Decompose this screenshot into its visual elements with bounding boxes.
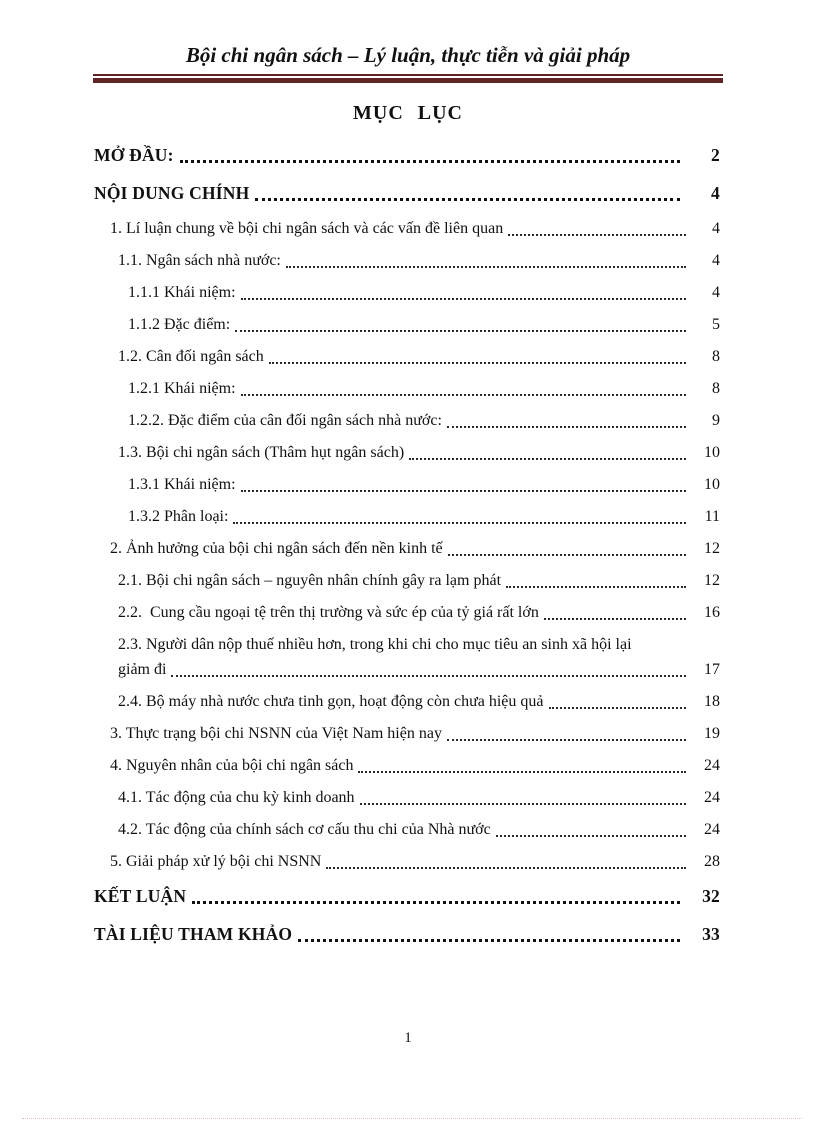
toc-page-number: 33 [702, 924, 720, 944]
toc-entry-text: 1.1.2 Đặc điểm: [128, 316, 231, 333]
toc-page-number: 19 [704, 725, 720, 742]
toc-entry-text: 2. Ảnh hưởng của bội chi ngân sách đến nền kinh tế [110, 540, 443, 557]
toc-entry [94, 539, 720, 559]
toc-page-number: 4 [712, 252, 720, 269]
toc-dot-leader [286, 266, 686, 268]
toc-entry-text: 4. Nguyên nhân của bội chi ngân sách [110, 757, 354, 774]
toc-page-number: 4 [712, 220, 720, 237]
toc-entry [94, 347, 720, 367]
toc-entry [94, 820, 720, 840]
toc-entry [94, 724, 720, 744]
toc-dot-leader [241, 490, 686, 492]
toc-entry [94, 315, 720, 335]
toc-dot-leader [241, 298, 686, 300]
toc-entry [94, 143, 720, 167]
toc-entry [94, 411, 720, 431]
toc-dot-leader [180, 160, 680, 163]
toc-entry [94, 475, 720, 495]
toc-dot-leader [298, 939, 680, 942]
toc-dot-leader [326, 867, 686, 869]
toc-dot-leader [409, 458, 686, 460]
toc-dot-leader [233, 522, 686, 524]
toc-dot-leader [192, 901, 680, 904]
toc-list [94, 143, 720, 946]
toc-page-number: 28 [704, 853, 720, 870]
running-header [0, 0, 816, 83]
toc-dot-leader [358, 771, 686, 773]
toc-entry [94, 571, 720, 591]
toc-page-number: 17 [704, 661, 720, 678]
toc-page-number: 8 [712, 348, 720, 365]
toc-entry [94, 507, 720, 527]
toc-dot-leader [235, 330, 686, 332]
toc-entry-text: 3. Thực trạng bội chi NSNN của Việt Nam hiện nay [110, 725, 442, 742]
toc-dot-leader [171, 675, 686, 677]
toc-page-number: 11 [704, 508, 720, 525]
toc-page-number: 9 [712, 412, 720, 429]
toc-page-number: 8 [712, 380, 720, 397]
toc-entry-text: 1.3.2 Phân loại: [128, 508, 229, 525]
toc-entry-text: 4.2. Tác động của chính sách cơ cấu thu chi của Nhà nước [118, 821, 491, 838]
toc-entry-text: 4.1. Tác động của chu kỳ kinh doanh [118, 789, 355, 806]
toc-page-number: 12 [704, 540, 720, 557]
toc-page-number: 24 [704, 821, 720, 838]
toc-entry-text: MỞ ĐẦU: [94, 145, 174, 165]
toc-dot-leader [506, 586, 686, 588]
toc-dot-leader [508, 234, 686, 236]
toc-entry-text: 2.3. Người dân nộp thuế nhiều hơn, trong khi chi cho mục tiêu an sinh xã hội lại [118, 636, 632, 653]
toc-dot-leader [447, 739, 686, 741]
toc-entry-text: giảm đi [118, 661, 167, 678]
toc-dot-leader [255, 198, 680, 201]
toc-dot-leader [241, 394, 686, 396]
toc-page-number: 4 [712, 284, 720, 301]
toc-page-number: 2 [711, 145, 720, 165]
toc-entry-text: KẾT LUẬN [94, 886, 187, 906]
toc-entry [94, 922, 720, 946]
toc-entry [94, 251, 720, 271]
toc-entry [94, 443, 720, 463]
toc-dot-leader [549, 707, 687, 709]
toc-entry [94, 756, 720, 776]
toc-entry [94, 884, 720, 908]
toc-page-number: 24 [704, 789, 720, 806]
toc-dot-leader [447, 426, 686, 428]
toc-page-number: 12 [704, 572, 720, 589]
toc-dot-leader [360, 803, 686, 805]
toc-entry-text: 1.2.2. Đặc điểm của cân đối ngân sách nhà nước: [128, 412, 442, 429]
toc-entry-text: 1.2.1 Khái niệm: [128, 380, 236, 397]
toc-page-number: 24 [704, 757, 720, 774]
page-title: MỤC LỤC [353, 102, 463, 124]
toc-entry-text: 1. Lí luận chung về bội chi ngân sách và các vấn đề liên quan [110, 220, 504, 237]
toc-entry-text: 2.4. Bộ máy nhà nước chưa tinh gọn, hoạt động còn chưa hiệu quả [118, 693, 544, 710]
page-bottom-divider [22, 1118, 802, 1119]
header-rule-thin-line [93, 74, 723, 76]
toc-entry-text: TÀI LIỆU THAM KHẢO [94, 924, 293, 944]
toc-entry-text: NỘI DUNG CHÍNH [94, 183, 250, 203]
toc-entry [94, 181, 720, 205]
toc-entry [94, 692, 720, 712]
header-rule-thick-line [93, 78, 723, 83]
toc-page-number: 5 [712, 316, 720, 333]
toc-entry [94, 283, 720, 303]
toc-page-number: 18 [704, 693, 720, 710]
toc-entry-text: 1.1.1 Khái niệm: [128, 284, 236, 301]
toc-page-number: 32 [702, 886, 720, 906]
toc-page-number: 16 [704, 604, 720, 621]
toc-dot-leader [448, 554, 686, 556]
toc-entry-text: 1.1. Ngân sách nhà nước: [118, 252, 281, 269]
toc-entry [94, 219, 720, 239]
toc-page-number: 10 [704, 476, 720, 493]
toc-dot-leader [544, 618, 686, 620]
footer-page-number: 1 [404, 1030, 412, 1046]
toc-page-number: 4 [711, 183, 720, 203]
header-rule [93, 74, 723, 83]
toc-entry-text: 1.3.1 Khái niệm: [128, 476, 236, 493]
toc-dot-leader [269, 362, 686, 364]
toc-entry-text: 1.3. Bội chi ngân sách (Thâm hụt ngân sách) [118, 444, 405, 461]
toc-entry [94, 379, 720, 399]
header-title: Bội chi ngân sách – Lý luận, thực tiễn và giải pháp [185, 43, 631, 67]
toc-entry [94, 635, 720, 680]
toc-entry [94, 788, 720, 808]
toc-entry-text: 1.2. Cân đối ngân sách [118, 348, 264, 365]
toc-entry [94, 603, 720, 623]
toc-entry-text: 2.2. Cung cầu ngoại tệ trên thị trường và sức ép của tỷ giá rất lớn [118, 604, 539, 621]
toc-entry [94, 852, 720, 872]
toc-dot-leader [496, 835, 686, 837]
toc-entry-text: 5. Giải pháp xử lý bội chi NSNN [110, 853, 322, 870]
toc-entry-text: 2.1. Bội chi ngân sách – nguyên nhân chính gây ra lạm phát [118, 572, 502, 589]
toc-page-number: 10 [704, 444, 720, 461]
